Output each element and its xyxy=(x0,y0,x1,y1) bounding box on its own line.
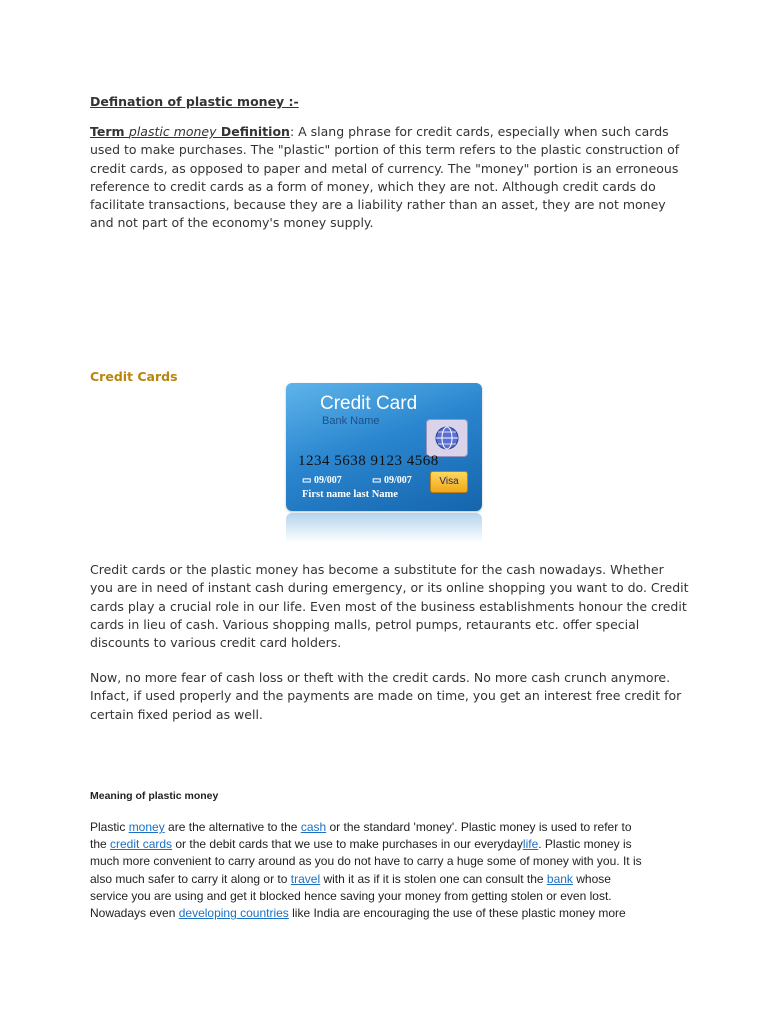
card-valid-from: ▭ 09/007 xyxy=(302,475,342,486)
life-link[interactable]: life xyxy=(522,837,539,852)
credit-cards-paragraph-1: Credit cards or the plastic money has become a substitute for the cash nowadays. Whether you are in need of instant cash during emergency, or its online shopping you want to do. Credit cards play a crucial role in our life. Even most of the business establishments honour the credit cards in lieu of cash. Various shopping malls, petrol pumps, retaurants etc. offer special discounts to various credit card holders. xyxy=(90,562,689,651)
meaning-text: whose service you are using and get it blocked hence saving your money from getting stolen or even lost. Nowadays even xyxy=(90,871,612,921)
travel-link[interactable]: travel xyxy=(290,871,321,886)
term-prefix: Term xyxy=(90,124,129,139)
cash-link[interactable]: cash xyxy=(300,820,327,834)
term-suffix: Definition xyxy=(216,124,290,139)
credit-cards-paragraph-2: Now, no more fear of cash loss or theft with the credit cards. No more cash crunch anymore. Infact, if used properly and the payments are made on time, you get an interest free credit for certain fixed period as well. xyxy=(90,670,682,722)
card-valid-to: ▭ 09/007 xyxy=(372,475,412,486)
card-bank-name: Bank Name xyxy=(322,415,380,427)
credit-cards-heading: Credit Cards xyxy=(90,369,178,384)
meaning-text: like India are encouraging the use of these plastic money more xyxy=(288,906,626,921)
card-holder-name: First name last Name xyxy=(302,489,398,500)
meaning-text: or the standard 'money'. Plastic money is used to refer to the xyxy=(90,820,632,852)
meaning-paragraph xyxy=(90,819,650,922)
card-title: Credit Card xyxy=(320,393,418,414)
definition-paragraph xyxy=(90,123,690,233)
globe-hologram-icon xyxy=(426,419,468,457)
developing-countries-link[interactable]: developing countries xyxy=(178,906,289,921)
meaning-text: . Plastic money is much more convenient to carry around as you do not have to carry a huge some of money with you. It is also much safer to carry it along or to xyxy=(90,837,642,886)
meaning-text: or the debit cards that we use to make purchases in our everyday xyxy=(172,837,523,852)
credit-cards-link[interactable]: credit cards xyxy=(110,837,173,852)
meaning-title: Meaning of plastic money xyxy=(90,790,219,802)
bank-link[interactable]: bank xyxy=(546,871,573,886)
credit-card-image xyxy=(286,383,482,543)
card-number: 1234 5638 9123 4568 xyxy=(298,453,439,469)
definition-body: : A slang phrase for credit cards, especially when such cards used to make purchases. The "plastic" portion of this term refers to the plastic construction of credit cards, as opposed to paper and metal of currency. The "money" portion is an erroneous reference to credit cards as a form of money, which they are not. Although credit cards do facilitate transactions, because they are a liability rather than an asset, they are not money and not part of the economy's money supply. xyxy=(90,124,680,231)
credit-card xyxy=(286,383,482,511)
meaning-text: are the alternative to the xyxy=(164,820,301,834)
term-italic: plastic money xyxy=(128,124,217,139)
visa-logo: Visa xyxy=(430,471,468,493)
money-link[interactable]: money xyxy=(128,820,165,834)
meaning-text: with it as if it is stolen one can consult the xyxy=(320,871,547,886)
definition-title: Defination of plastic money :- xyxy=(90,94,299,109)
card-reflection xyxy=(286,513,482,543)
term-label xyxy=(90,124,290,139)
meaning-text: Plastic xyxy=(90,820,129,834)
